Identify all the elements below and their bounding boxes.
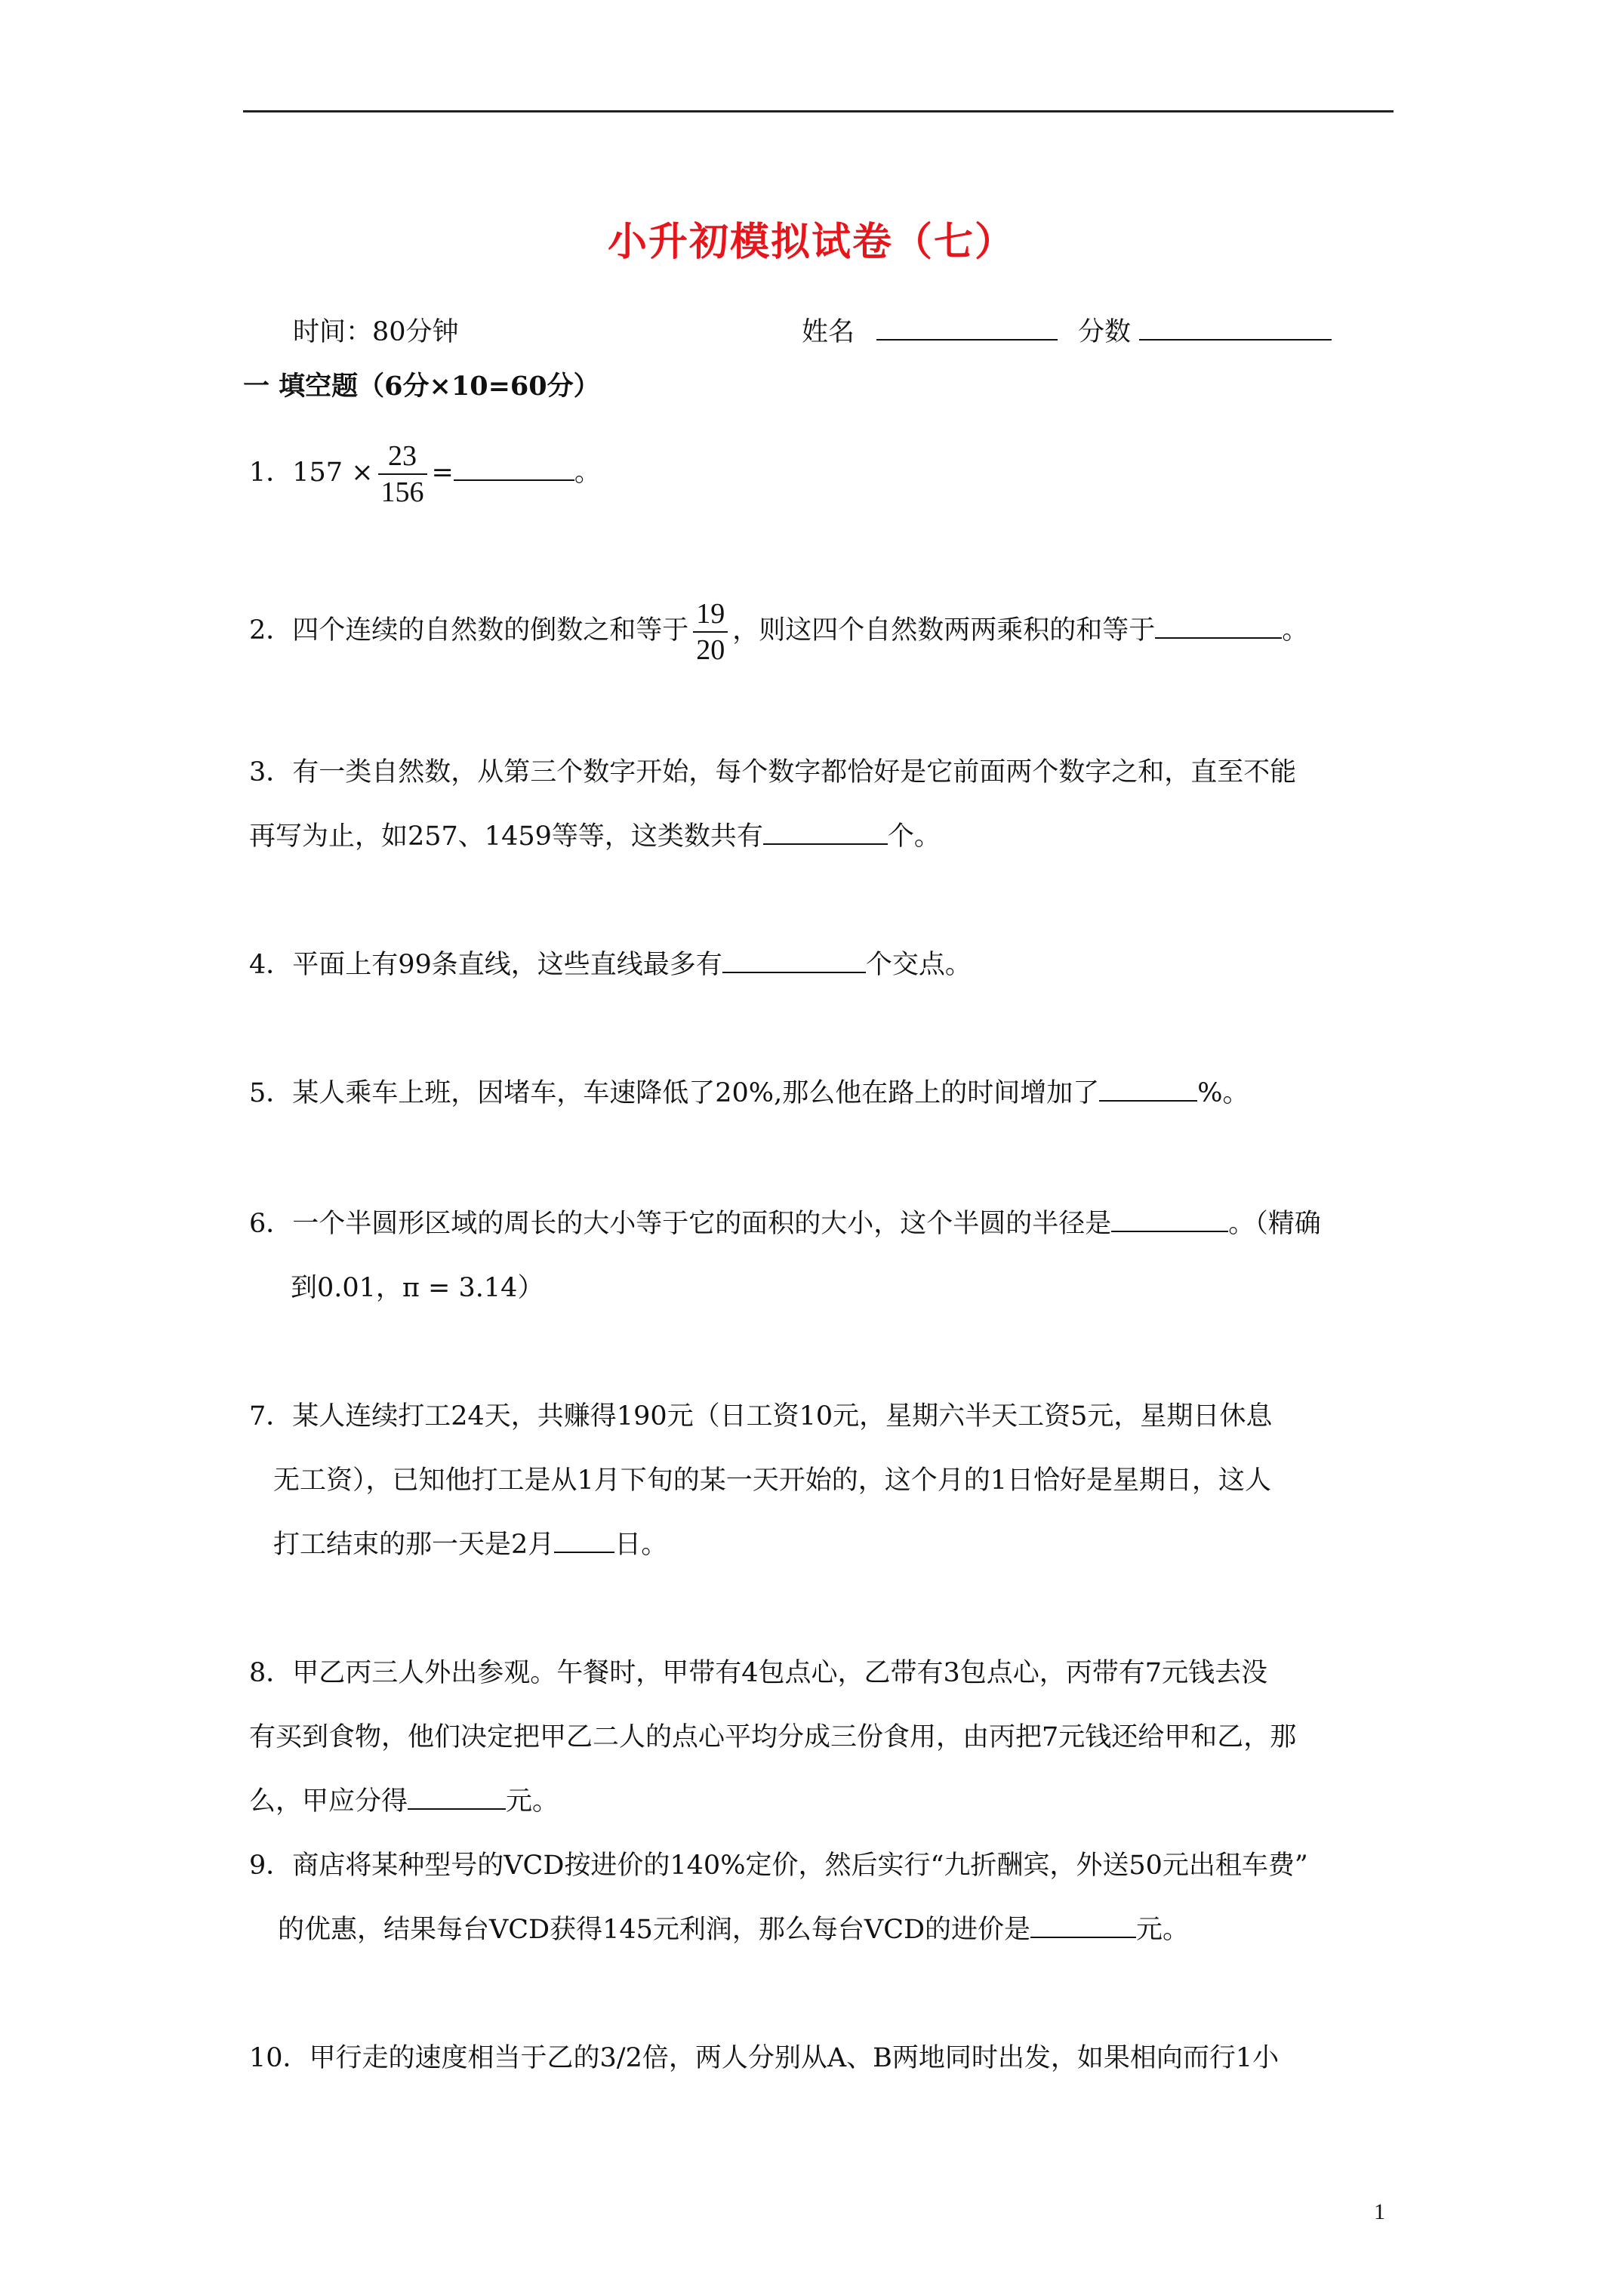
q2-text-2: ，则这四个自然数两两乘积的和等于	[732, 615, 1156, 646]
question-5	[249, 1072, 1249, 1110]
q8-end: 元。	[506, 1786, 559, 1817]
name-label: 姓名	[802, 317, 855, 347]
q1-fraction	[378, 439, 427, 510]
q9-line-1: 9．商店将某种型号的VCD按进价的140%定价，然后实行“九折酬宾，外送50元出租车费”	[249, 1851, 1308, 1881]
q7-end: 日。	[614, 1530, 668, 1560]
q2-answer-blank[interactable]	[1155, 615, 1282, 639]
question-1	[249, 435, 601, 510]
q3-end: 个。	[887, 821, 941, 852]
q4-answer-blank[interactable]	[722, 949, 866, 973]
q5-answer-blank[interactable]	[1099, 1077, 1197, 1102]
q6-answer-blank[interactable]	[1111, 1208, 1228, 1232]
q8-line-1: 8．甲乙丙三人外出参观。午餐时，甲带有4包点心，乙带有3包点心，丙带有7元钱去没	[249, 1658, 1268, 1688]
q9-text: 的优惠，结果每台VCD获得145元利润，那么每台VCD的进价是	[278, 1915, 1031, 1945]
q4-text: 4．平面上有99条直线，这些直线最多有	[249, 950, 722, 980]
q2-text: 2．四个连续的自然数的倒数之和等于	[249, 615, 689, 646]
page-number: 1	[1374, 2199, 1385, 2224]
q6-text: 6．一个半圆形区域的周长的大小等于它的面积的大小，这个半圆的半径是	[249, 1209, 1112, 1239]
q8-line-3	[249, 1780, 559, 1818]
section-heading: 一 填空题（6分×10=60分）	[243, 371, 600, 402]
q1-end: 。	[574, 458, 601, 488]
header-rule	[243, 110, 1394, 112]
q4-end: 个交点。	[865, 950, 972, 980]
q5-text: 5．某人乘车上班，因堵车，车速降低了20%,那么他在路上的时间增加了	[249, 1078, 1100, 1108]
q10-line-1: 10．甲行走的速度相当于乙的3/2倍，两人分别从A、B两地同时出发，如果相向而行1小	[249, 2043, 1280, 2073]
q7-text: 打工结束的那一天是2月	[273, 1530, 555, 1560]
q7-line-2: 无工资），已知他打工是从1月下旬的某一天开始的，这个月的1日恰好是星期日，这人	[273, 1465, 1272, 1496]
q3-line-2	[249, 815, 941, 853]
q9-end: 元。	[1136, 1915, 1190, 1945]
q8-line-2: 有买到食物，他们决定把甲乙二人的点心平均分成三份食用，由丙把7元钱还给甲和乙，那	[249, 1722, 1297, 1752]
name-blank[interactable]	[876, 316, 1058, 341]
q9-line-2	[278, 1909, 1189, 1946]
q3-text: 再写为止，如257、1459等等，这类数共有	[249, 821, 763, 852]
q6-line-2: 到0.01，π = 3.14）	[291, 1273, 544, 1303]
question-2	[249, 593, 1308, 668]
q1-numerator: 23	[378, 439, 427, 475]
score-label: 分数	[1078, 317, 1132, 347]
q1-answer-blank[interactable]	[454, 457, 574, 481]
q8-text: 么，甲应分得	[249, 1786, 408, 1817]
page-title: 小升初模拟试卷（七）	[607, 219, 1015, 265]
q2-end: 。	[1282, 615, 1309, 646]
q3-line-1: 3．有一类自然数，从第三个数字开始，每个数字都恰好是它前面两个数字之和，直至不能	[249, 757, 1297, 787]
q1-denominator: 156	[380, 476, 424, 508]
q6-end: 。（精确	[1228, 1209, 1321, 1239]
q9-answer-blank[interactable]	[1030, 1914, 1136, 1938]
time-label: 时间：80分钟	[293, 317, 459, 347]
question-4	[249, 944, 972, 982]
score-field[interactable]	[1078, 311, 1332, 349]
q2-numerator: 19	[693, 596, 728, 633]
q1-text: 1．157 ×	[249, 458, 374, 488]
q2-fraction	[693, 596, 728, 667]
q7-line-1: 7．某人连续打工24天，共赚得190元（日工资10元，星期六半天工资5元，星期日休息	[249, 1401, 1273, 1432]
q1-equals: =	[431, 458, 454, 488]
q7-line-3	[273, 1524, 667, 1561]
q6-line-1	[249, 1203, 1321, 1240]
q3-answer-blank[interactable]	[763, 821, 888, 845]
q7-answer-blank[interactable]	[554, 1529, 614, 1553]
name-field[interactable]	[802, 311, 1058, 349]
q8-answer-blank[interactable]	[408, 1786, 506, 1810]
q5-end: %。	[1197, 1078, 1249, 1108]
q2-denominator: 20	[696, 633, 725, 666]
score-blank[interactable]	[1139, 316, 1332, 341]
